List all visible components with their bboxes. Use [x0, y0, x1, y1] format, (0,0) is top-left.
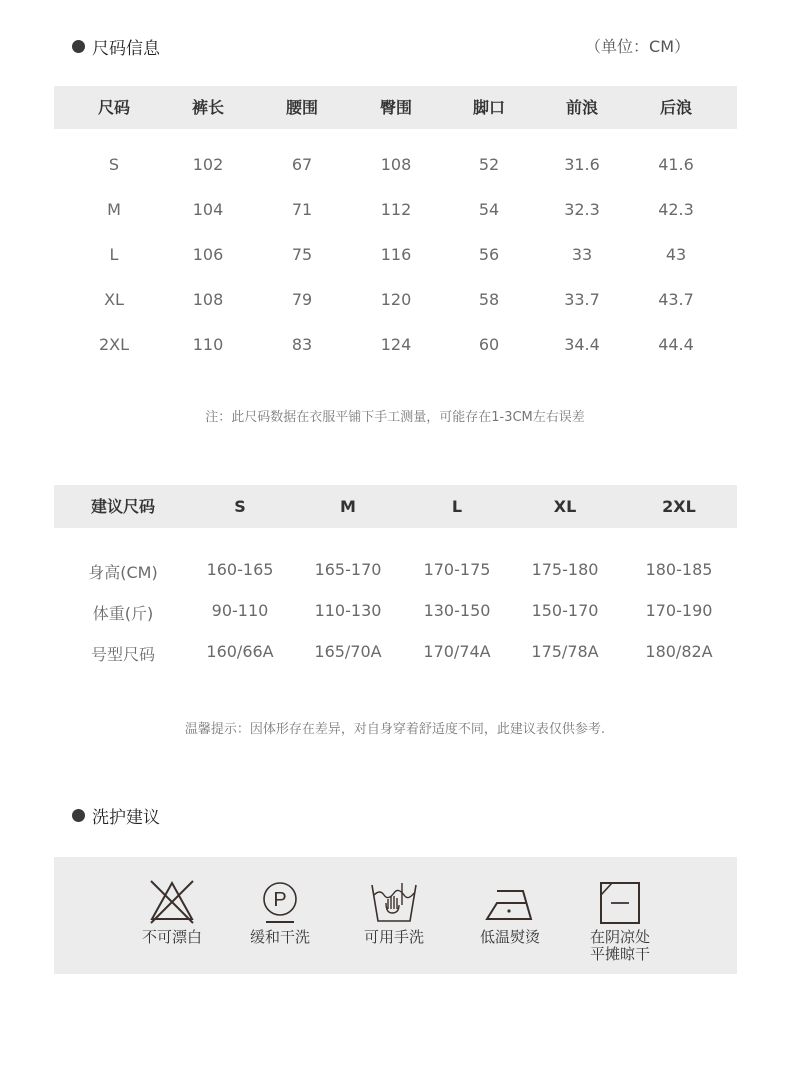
size-info-title — [72, 34, 160, 59]
cell: XL — [104, 290, 124, 309]
cell: L — [109, 245, 119, 264]
cell: 160-165 — [206, 560, 274, 579]
cell: 102 — [192, 155, 224, 174]
col-header-front-rise: 前浪 — [565, 98, 599, 117]
no-bleach-icon — [148, 879, 196, 925]
care-item-gentle-dry-clean — [230, 879, 330, 946]
gentle-dry-clean-icon — [256, 879, 304, 925]
bullet-dot-icon — [72, 40, 85, 53]
table-row — [54, 335, 737, 357]
cell: 175-180 — [531, 560, 599, 579]
cell: 54 — [478, 200, 500, 219]
cell: 180/82A — [645, 642, 713, 661]
cell: 108 — [380, 155, 412, 174]
low-iron-icon — [483, 879, 537, 925]
table-row — [54, 601, 737, 623]
cell: 32.3 — [564, 200, 600, 219]
col-header-m: M — [340, 497, 356, 516]
recommend-table-header — [54, 485, 737, 528]
cell: 58 — [478, 290, 500, 309]
size-table-header — [54, 86, 737, 129]
cell: 79 — [291, 290, 313, 309]
col-header-hem: 脚口 — [472, 98, 506, 117]
cell: 31.6 — [564, 155, 600, 174]
unit-label: （单位：CM） — [585, 37, 690, 56]
cell: 34.4 — [564, 335, 600, 354]
cell: 41.6 — [658, 155, 694, 174]
cell: 75 — [291, 245, 313, 264]
cell: 52 — [478, 155, 500, 174]
cell: 180-185 — [645, 560, 713, 579]
care-item-no-bleach — [122, 879, 222, 946]
cell: 160/66A — [206, 642, 274, 661]
cell: 33 — [571, 245, 593, 264]
cell: S — [108, 155, 120, 174]
cell: 150-170 — [531, 601, 599, 620]
col-header-waist: 腰围 — [285, 98, 319, 117]
flat-dry-shade-icon — [596, 879, 644, 925]
cell: 108 — [192, 290, 224, 309]
cell: M — [107, 200, 121, 219]
cell: 130-150 — [423, 601, 491, 620]
row-label-height: 身高(CM) — [88, 563, 158, 582]
cell: 124 — [380, 335, 412, 354]
recommend-note: 温馨提示：因体形存在差异，对自身穿着舒适度不同，此建议表仅供参考. — [184, 722, 606, 737]
cell: 170-175 — [423, 560, 491, 579]
cell: 44.4 — [658, 335, 694, 354]
care-label: 不可漂白 — [141, 928, 202, 946]
cell: 60 — [478, 335, 500, 354]
cell: 2XL — [98, 335, 130, 354]
hand-wash-icon — [368, 879, 420, 925]
col-header-hip: 臀围 — [379, 98, 413, 117]
row-label-weight: 体重(斤) — [92, 604, 154, 623]
care-title — [72, 803, 160, 828]
care-label: 低温熨烫 — [479, 928, 540, 946]
bullet-dot-icon — [72, 809, 85, 822]
cell: 110 — [192, 335, 224, 354]
cell: 83 — [291, 335, 313, 354]
cell: 104 — [192, 200, 224, 219]
row-label-model-size: 号型尺码 — [90, 645, 156, 664]
col-header-l: L — [451, 497, 463, 516]
cell: 110-130 — [314, 601, 382, 620]
svg-text:P: P — [273, 889, 287, 911]
care-item-hand-wash — [344, 879, 444, 946]
size-table-body — [54, 155, 737, 365]
cell: 120 — [380, 290, 412, 309]
table-row — [54, 642, 737, 664]
col-header-size: 尺码 — [97, 98, 131, 117]
cell: 43 — [665, 245, 687, 264]
care-label: 缓和干洗 — [249, 928, 310, 946]
size-info-title-text: 尺码信息 — [92, 39, 160, 59]
care-label: 可用手洗 — [363, 928, 424, 946]
table-row — [54, 560, 737, 582]
care-label — [570, 929, 670, 963]
care-label-line2: 平摊晾干 — [589, 945, 650, 963]
cell: 106 — [192, 245, 224, 264]
recommend-table-body — [54, 560, 737, 670]
measurement-note: 注：此尺码数据在衣服平铺下手工测量，可能存在1-3CM左右误差 — [205, 410, 585, 425]
cell: 170-190 — [645, 601, 713, 620]
table-row — [54, 200, 737, 222]
cell: 71 — [291, 200, 313, 219]
care-title-text: 洗护建议 — [92, 808, 160, 828]
cell: 43.7 — [658, 290, 694, 309]
cell: 112 — [380, 200, 412, 219]
table-row — [54, 155, 737, 177]
col-header-xl: XL — [553, 497, 577, 516]
care-panel — [54, 857, 737, 974]
col-header-2xl: 2XL — [662, 497, 696, 516]
care-label-line1: 在阴凉处 — [589, 928, 650, 946]
cell: 175/78A — [531, 642, 599, 661]
cell: 170/74A — [423, 642, 491, 661]
col-header-s: S — [234, 497, 246, 516]
col-header-length: 裤长 — [191, 98, 225, 117]
cell: 56 — [478, 245, 500, 264]
cell: 165/70A — [314, 642, 382, 661]
table-row — [54, 290, 737, 312]
cell: 116 — [380, 245, 412, 264]
cell: 165-170 — [314, 560, 382, 579]
col-header-suggested-size: 建议尺码 — [90, 497, 156, 516]
care-item-flat-dry-shade — [570, 879, 670, 963]
cell: 33.7 — [564, 290, 600, 309]
cell: 67 — [291, 155, 313, 174]
cell: 90-110 — [211, 601, 269, 620]
table-row — [54, 245, 737, 267]
col-header-back-rise: 后浪 — [659, 98, 693, 117]
cell: 42.3 — [658, 200, 694, 219]
care-item-low-iron — [460, 879, 560, 946]
